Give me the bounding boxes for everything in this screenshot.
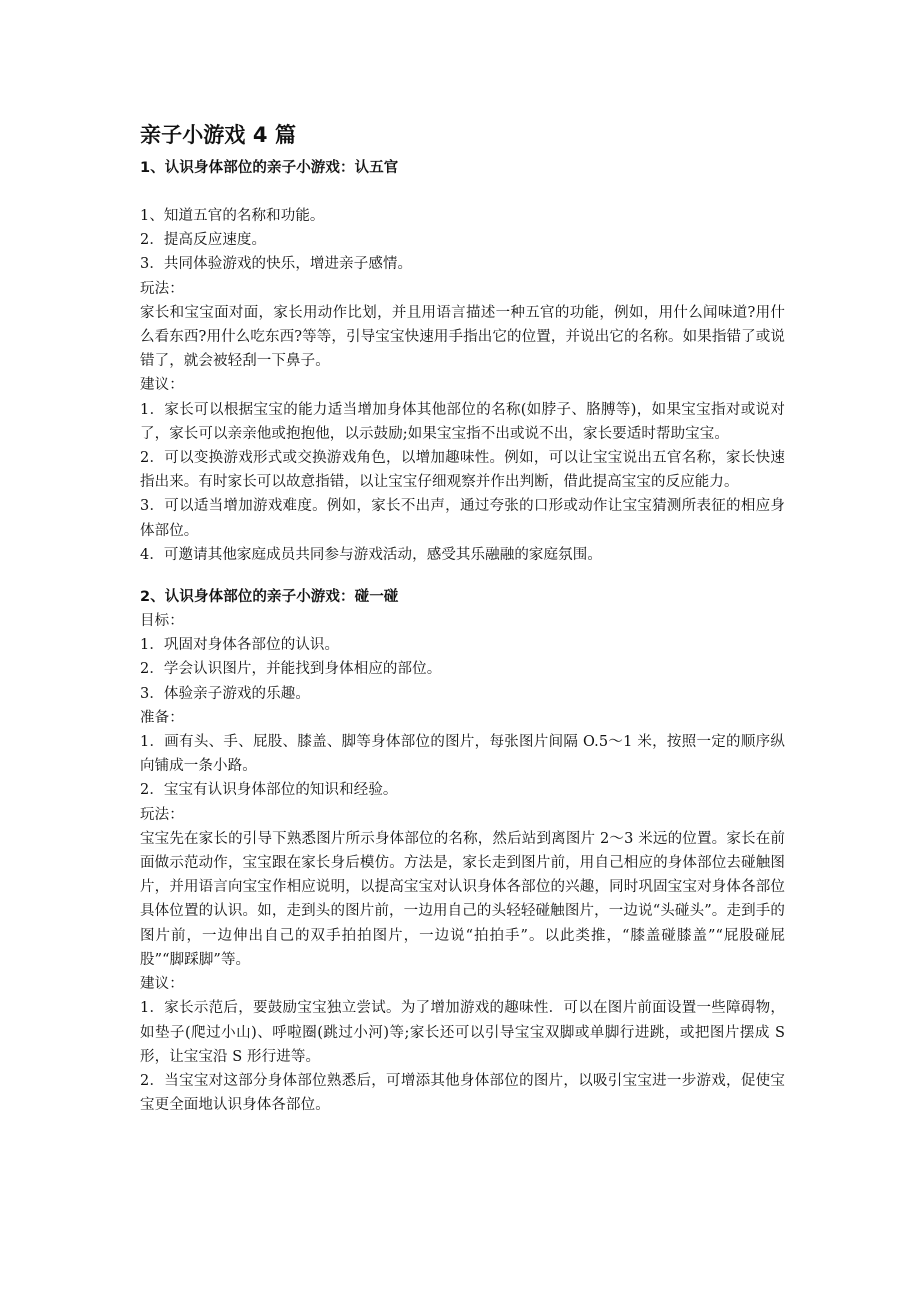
section2-play-text: 宝宝先在家长的引导下熟悉图片所示身体部位的名称，然后站到离图片 2～3 米远的位置。家长在前面做示范动作，宝宝跟在家长身后模仿。方法是，家长走到图片前，用自己相应的身体部位去碰触图片，并用语言向宝宝作相应说明，以提高宝宝对认识身体各部位的兴趣，同时巩固宝宝对身体各部位具体位置的认识。如，走到头的图片前，一边用自己的头轻轻碰触图片，一边说“头碰头”。走到手的图片前，一边伸出自己的双手拍拍图片，一边说“拍拍手”。以此类推，“膝盖碰膝盖”“屁股碰屁股”“脚踩脚”等。 [140,830,785,968]
spacer [140,567,785,585]
section2-advice-label: 建议： [140,976,184,993]
section1-advice-3: 3．可以适当增加游戏难度。例如，家长不出声，通过夸张的口形或动作让宝宝猜测所表征的相应身体部位。 [140,498,785,539]
section2-play-label: 玩法： [140,806,184,823]
section1-advice-2: 2．可以变换游戏形式或交换游戏角色，以增加趣味性。例如，可以让宝宝说出五官名称，家长快速指出来。有时家长可以故意指错，以让宝宝仔细观察并作出判断，借此提高宝宝的反应能力。 [140,450,785,491]
section2-advice-2: 2．当宝宝对这部分身体部位熟悉后，可增添其他身体部位的图片，以吸引宝宝进一步游戏，促使宝宝更全面地认识身体各部位。 [140,1072,785,1114]
document-title: 亲子小游戏 4 篇 [140,123,297,147]
section2-prep-1: 1．画有头、手、屁股、膝盖、脚等身体部位的图片，每张图片间隔 O.5～1 米，按照一定的顺序纵向铺成一条小路。 [140,734,785,775]
section1-play-label: 玩法： [140,280,184,297]
document-body [140,118,785,1117]
section1-advice-4: 4．可邀请其他家庭成员共同参与游戏活动，感受其乐融融的家庭氛围。 [140,546,602,563]
section2-goal-2: 2．学会认识图片，并能找到身体相应的部位。 [140,661,442,678]
section1-advice-label: 建议： [140,377,184,394]
section1-advice-1: 1．家长可以根据宝宝的能力适当增加身体其他部位的名称(如脖子、胳膊等)，如果宝宝指对或说对了，家长可以亲亲他或抱抱他，以示鼓励;如果宝宝指不出或说不出，家长要适时帮助宝宝。 [140,401,785,442]
section2-goal-3: 3．体验亲子游戏的乐趣。 [140,685,310,702]
section1-goal-2: 2．提高反应速度。 [140,232,267,249]
section2-prep-2: 2．宝宝有认识身体部位的知识和经验。 [140,782,398,799]
section2-goal-label: 目标： [140,613,184,630]
section1-play-text: 家长和宝宝面对面，家长用动作比划，并且用语言描述一种五官的功能，例如，用什么闻味道?用什么看东西?用什么吃东西?等等，引导宝宝快速用手指出它的位置，并说出它的名称。如果指错了或说错了，就会被轻刮一下鼻子。 [140,304,785,370]
section1-heading: 1、认识身体部位的亲子小游戏：认五官 [140,160,399,176]
section2-goal-1: 1．巩固对身体各部位的认识。 [140,637,340,654]
section2-heading: 2、认识身体部位的亲子小游戏：碰一碰 [140,589,399,606]
section1-goal-3: 3．共同体验游戏的快乐，增进亲子感情。 [140,256,413,273]
section1-goal-1: 1、知道五官的名称和功能。 [140,208,325,224]
section2-advice-1: 1．家长示范后，要鼓励宝宝独立尝试。为了增加游戏的趣味性．可以在图片前面设置一些障碍物，如垫子(爬过小山)、呼啦圈(跳过小河)等;家长还可以引导宝宝双脚或单脚行进跳，或把图片摆成 S 形，让宝宝沿 S 形行进等。 [140,1000,785,1065]
section2-prep-label: 准备： [140,709,184,726]
spacer [140,180,785,204]
